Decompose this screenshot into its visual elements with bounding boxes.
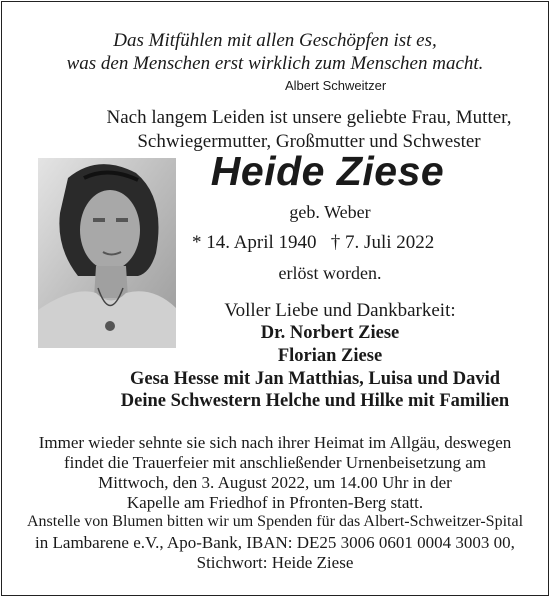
notice-line: Anstelle von Blumen bitten wir um Spenden für das Albert-Schweitzer-Spital	[26, 513, 524, 530]
mourners-heading: Voller Liebe und Dankbarkeit:	[224, 300, 456, 321]
notice-line: in Lambarene e.V., Apo-Bank, IBAN: DE25 3006 0601 0004 3003 00,	[35, 533, 515, 552]
maiden-name: geb. Weber	[289, 202, 371, 222]
mourner-name: Gesa Hesse mit Jan Matthias, Luisa und David	[129, 369, 501, 389]
mourner-name: Dr. Norbert Ziese	[260, 323, 400, 343]
quote-author: Albert Schweitzer	[285, 78, 387, 93]
deceased-name: Heide Ziese	[210, 148, 445, 194]
mourner-name: Deine Schwestern Helche und Hilke mit Familien	[120, 391, 510, 411]
life-dates: * 14. April 1940 † 7. Juli 2022	[192, 232, 435, 253]
notice-line: Immer wieder sehnte sie sich nach ihrer Heimat im Allgäu, deswegen	[38, 433, 512, 452]
released-text: erlöst worden.	[278, 263, 382, 283]
portrait-photo	[38, 158, 176, 348]
notice-line: findet die Trauerfeier mit anschließender Urnenbeisetzung am	[63, 453, 487, 472]
notice-line: Stichwort: Heide Ziese	[196, 553, 354, 572]
notice-line: Kapelle am Friedhof in Pfronten-Berg statt.	[126, 493, 424, 512]
notice-line: Mittwoch, den 3. August 2022, um 14.00 Uhr in der	[98, 473, 452, 492]
quote-line-1: Das Mitfühlen mit allen Geschöpfen ist es,	[113, 30, 437, 51]
quote-line-2: was den Menschen erst wirklich zum Menschen macht.	[66, 53, 484, 74]
intro-line-1: Nach langem Leiden ist unsere geliebte Frau, Mutter,	[106, 107, 512, 128]
intro-line-2: Schwiegermutter, Großmutter und Schwester	[137, 131, 481, 152]
mourner-name: Florian Ziese	[277, 346, 383, 366]
